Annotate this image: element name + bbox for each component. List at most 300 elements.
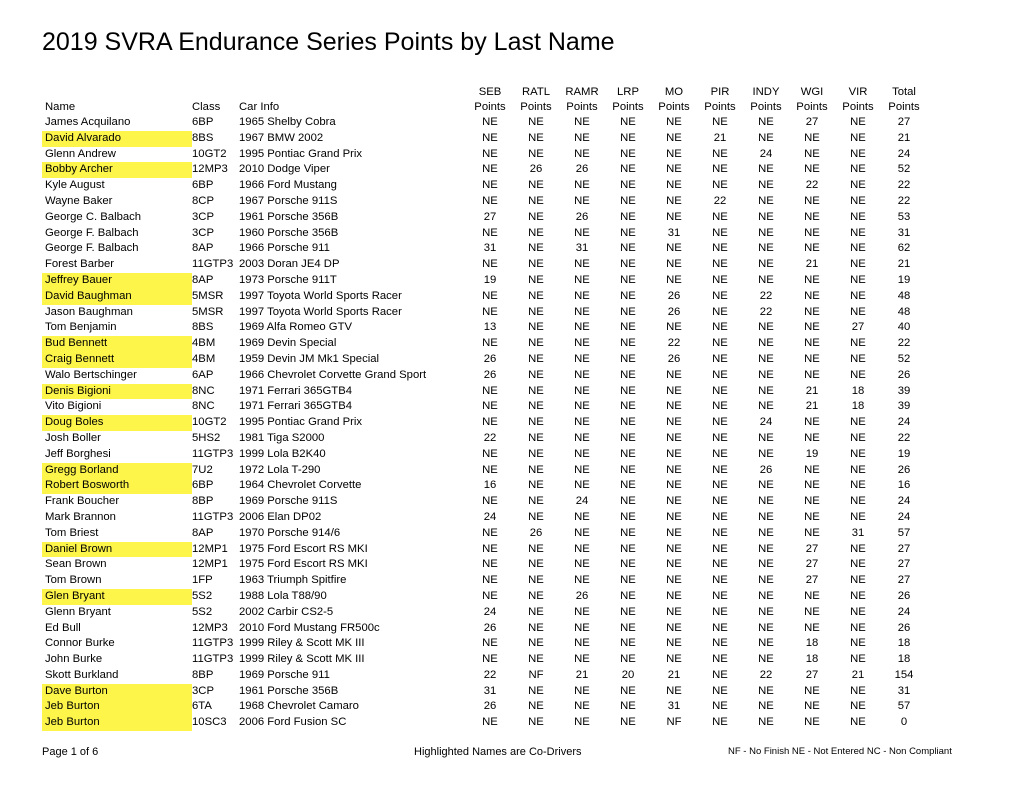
event-points: NE xyxy=(574,605,590,618)
event-points: NE xyxy=(482,558,498,571)
car-info: 1966 Chevrolet Corvette Grand Sport xyxy=(239,368,427,381)
event-points: NE xyxy=(620,700,636,713)
event-points: NE xyxy=(666,242,682,255)
event-points: NE xyxy=(758,258,774,271)
driver-name: James Acquilano xyxy=(45,116,131,128)
event-points: NE xyxy=(482,653,498,666)
co-driver-note: Highlighted Names are Co-Drivers xyxy=(414,746,582,758)
event-points: NE xyxy=(712,416,728,429)
event-points: NE xyxy=(620,431,636,444)
event-points: NE xyxy=(850,589,866,602)
event-points: NE xyxy=(850,194,866,207)
event-points: NE xyxy=(758,526,774,539)
event-points: NE xyxy=(804,147,820,160)
event-points: NE xyxy=(804,242,820,255)
event-points: NE xyxy=(574,510,590,523)
event-points: NE xyxy=(620,210,636,223)
event-points: NE xyxy=(666,653,682,666)
car-class: 3CP xyxy=(192,684,214,697)
event-points: NE xyxy=(712,716,728,729)
event-points: 19 xyxy=(483,273,497,286)
event-points: 22 xyxy=(759,305,773,318)
car-class: 6BP xyxy=(192,116,214,128)
event-points: NE xyxy=(528,621,544,634)
car-class: 6TA xyxy=(192,700,212,713)
event-points: NE xyxy=(528,637,544,650)
event-points: NE xyxy=(620,305,636,318)
event-points: NE xyxy=(850,637,866,650)
event-points: 26 xyxy=(575,163,589,176)
car-class: 7U2 xyxy=(192,463,213,476)
event-points: 22 xyxy=(713,194,727,207)
event-points: NE xyxy=(620,258,636,271)
event-points: NE xyxy=(482,416,498,429)
event-points: NE xyxy=(666,194,682,207)
event-points: NE xyxy=(758,558,774,571)
car-class: 4BM xyxy=(192,352,216,365)
event-points: 22 xyxy=(759,289,773,302)
event-points: NE xyxy=(758,653,774,666)
event-points: NE xyxy=(574,273,590,286)
table-row xyxy=(42,147,927,163)
driver-name: Tom Briest xyxy=(45,526,99,539)
car-info: 1972 Lola T-290 xyxy=(239,463,321,476)
total-points: 24 xyxy=(897,495,911,508)
event-points: NE xyxy=(850,431,866,444)
event-points: NE xyxy=(804,273,820,286)
event-points: 18 xyxy=(805,637,819,650)
event-points: NE xyxy=(850,495,866,508)
event-points: NE xyxy=(528,479,544,492)
event-points: 16 xyxy=(483,479,497,492)
event-points: NE xyxy=(620,589,636,602)
table-row xyxy=(42,621,927,637)
table-row xyxy=(42,399,927,415)
car-class: 8NC xyxy=(192,384,215,397)
table-row xyxy=(42,162,927,178)
event-points: NE xyxy=(528,400,544,413)
event-points: NE xyxy=(850,621,866,634)
event-points: NE xyxy=(620,163,636,176)
table-row xyxy=(42,699,927,715)
table-row xyxy=(42,510,927,526)
event-points: NE xyxy=(804,305,820,318)
car-info: 1975 Ford Escort RS MKI xyxy=(239,558,368,571)
event-points: NE xyxy=(574,526,590,539)
car-info: 2002 Carbir CS2-5 xyxy=(239,605,334,618)
driver-name: Dave Burton xyxy=(42,684,192,700)
event-points: NE xyxy=(666,431,682,444)
total-points: 53 xyxy=(897,210,911,223)
table-row xyxy=(42,320,927,336)
event-points: 27 xyxy=(805,668,819,681)
event-points: 24 xyxy=(483,605,497,618)
event-points: 31 xyxy=(575,242,589,255)
total-points: 26 xyxy=(897,368,911,381)
car-info: 1967 BMW 2002 xyxy=(239,131,324,144)
car-class: 11GTP3 xyxy=(192,258,234,271)
event-points: NE xyxy=(528,368,544,381)
event-points: NE xyxy=(758,210,774,223)
event-points: NE xyxy=(620,637,636,650)
car-class: 3CP xyxy=(192,210,214,223)
event-points: NE xyxy=(804,352,820,365)
event-points: NE xyxy=(758,684,774,697)
event-points: NE xyxy=(758,637,774,650)
driver-name: Tom Brown xyxy=(45,574,102,587)
event-points: NE xyxy=(850,258,866,271)
event-points: NE xyxy=(758,495,774,508)
event-points: 22 xyxy=(759,668,773,681)
event-points: NE xyxy=(712,337,728,350)
driver-name: Connor Burke xyxy=(45,637,115,650)
car-class: 12MP1 xyxy=(192,558,228,571)
event-points: NE xyxy=(528,273,544,286)
event-points: NE xyxy=(850,574,866,587)
event-points: NE xyxy=(574,226,590,239)
event-points: NE xyxy=(712,447,728,460)
driver-name: Frank Boucher xyxy=(45,495,120,508)
event-points: NE xyxy=(620,416,636,429)
car-class: 12MP3 xyxy=(192,163,228,176)
event-points: NE xyxy=(574,147,590,160)
event-points: NE xyxy=(574,447,590,460)
table-row xyxy=(42,447,927,463)
event-points: 22 xyxy=(483,668,497,681)
event-points: NE xyxy=(712,321,728,334)
table-row xyxy=(42,557,927,573)
event-points: NE xyxy=(574,352,590,365)
event-points: NE xyxy=(482,447,498,460)
car-info: 1981 Tiga S2000 xyxy=(239,431,325,444)
event-points: NE xyxy=(620,605,636,618)
driver-name: John Burke xyxy=(45,653,103,666)
car-info: 1988 Lola T88/90 xyxy=(239,589,327,602)
event-points: NE xyxy=(666,605,682,618)
event-points: NE xyxy=(850,368,866,381)
driver-name: Ed Bull xyxy=(45,621,81,634)
event-points: NE xyxy=(528,431,544,444)
driver-name: Josh Boller xyxy=(45,431,101,444)
event-points: NE xyxy=(712,479,728,492)
total-points: 40 xyxy=(897,321,911,334)
event-points: NE xyxy=(850,605,866,618)
event-points: NE xyxy=(482,384,498,397)
event-points: NE xyxy=(804,716,820,729)
table-row xyxy=(42,336,927,352)
event-points: NE xyxy=(620,242,636,255)
car-info: 1966 Porsche 911 xyxy=(239,242,330,255)
driver-name: Kyle August xyxy=(45,179,105,192)
event-points: NE xyxy=(620,131,636,144)
event-points: NE xyxy=(620,273,636,286)
event-points: 22 xyxy=(805,179,819,192)
table-row xyxy=(42,115,927,131)
event-points: NE xyxy=(666,273,682,286)
car-class: 8BP xyxy=(192,668,214,681)
header-cell: MO xyxy=(664,86,684,98)
table-row xyxy=(42,289,927,305)
total-points: 48 xyxy=(897,289,911,302)
event-points: NE xyxy=(850,273,866,286)
event-points: NE xyxy=(712,163,728,176)
car-info: 1975 Ford Escort RS MKI xyxy=(239,542,368,555)
event-points: NE xyxy=(482,337,498,350)
total-points: 31 xyxy=(897,684,911,697)
driver-name: George F. Balbach xyxy=(45,242,139,255)
event-points: NE xyxy=(620,716,636,729)
event-points: NE xyxy=(666,510,682,523)
total-points: 27 xyxy=(897,574,911,587)
driver-name: Sean Brown xyxy=(45,558,107,571)
event-points: NE xyxy=(528,305,544,318)
event-points: NE xyxy=(712,526,728,539)
event-points: NE xyxy=(528,194,544,207)
event-points: NE xyxy=(712,384,728,397)
event-points: NE xyxy=(482,116,498,128)
event-points: NE xyxy=(620,684,636,697)
table-row xyxy=(42,178,927,194)
event-points: NE xyxy=(850,700,866,713)
event-points: NE xyxy=(850,289,866,302)
event-points: NE xyxy=(666,147,682,160)
event-points: NE xyxy=(528,337,544,350)
event-points: NE xyxy=(528,352,544,365)
event-points: 27 xyxy=(805,558,819,571)
event-points: NE xyxy=(528,716,544,729)
total-points: 27 xyxy=(897,558,911,571)
header-cell xyxy=(192,85,239,100)
event-points: 31 xyxy=(667,700,681,713)
event-points: NE xyxy=(482,179,498,192)
event-points: NE xyxy=(712,179,728,192)
event-points: NE xyxy=(620,289,636,302)
car-class: 8BS xyxy=(192,131,214,144)
event-points: NE xyxy=(804,495,820,508)
header-cell: Points xyxy=(888,101,920,113)
car-info: 1967 Porsche 911S xyxy=(239,194,338,207)
header-cell: Points xyxy=(566,101,598,113)
event-points: 24 xyxy=(483,510,497,523)
event-points: NF xyxy=(666,716,682,729)
event-points: NE xyxy=(712,400,728,413)
header-cell: LRP xyxy=(617,86,639,98)
event-points: NE xyxy=(666,495,682,508)
event-points: 21 xyxy=(575,668,589,681)
car-class: 8BP xyxy=(192,495,214,508)
driver-name: Glenn Andrew xyxy=(45,147,116,160)
event-points: NE xyxy=(666,589,682,602)
car-info: 1997 Toyota World Sports Racer xyxy=(239,305,402,318)
driver-name: Denis Bigioni xyxy=(42,384,192,400)
event-points: NE xyxy=(758,131,774,144)
event-points: 27 xyxy=(483,210,497,223)
event-points: NE xyxy=(528,574,544,587)
event-points: NE xyxy=(850,147,866,160)
table-row xyxy=(42,589,927,605)
event-points: NE xyxy=(804,226,820,239)
event-points: NE xyxy=(712,589,728,602)
car-class: 8BS xyxy=(192,321,214,334)
total-points: 22 xyxy=(897,179,911,192)
car-info: 1970 Porsche 914/6 xyxy=(239,526,341,539)
total-points: 18 xyxy=(897,653,911,666)
event-points: NE xyxy=(850,179,866,192)
header-cell: WGI xyxy=(800,86,824,98)
event-points: NE xyxy=(850,337,866,350)
car-info: 1969 Porsche 911 xyxy=(239,668,330,681)
header-cell: Points xyxy=(658,101,690,113)
event-points: NE xyxy=(666,179,682,192)
event-points: NE xyxy=(528,542,544,555)
event-points: 21 xyxy=(805,258,819,271)
event-points: NE xyxy=(666,163,682,176)
event-points: NE xyxy=(804,163,820,176)
car-info: 1999 Riley & Scott MK III xyxy=(239,653,365,666)
event-points: NE xyxy=(712,668,728,681)
table-row xyxy=(42,226,927,242)
table-row xyxy=(42,273,927,289)
total-points: 16 xyxy=(897,479,911,492)
event-points: NE xyxy=(804,289,820,302)
driver-name: Forest Barber xyxy=(45,258,115,271)
table-row xyxy=(42,526,927,542)
driver-name: Tom Benjamin xyxy=(45,321,117,334)
event-points: 26 xyxy=(667,352,681,365)
header-cell: Points xyxy=(796,101,828,113)
car-class: 6AP xyxy=(192,368,214,381)
driver-name: Vito Bigioni xyxy=(45,400,102,413)
car-info: 2010 Dodge Viper xyxy=(239,163,330,176)
total-points: 57 xyxy=(897,526,911,539)
event-points: NE xyxy=(666,416,682,429)
event-points: NE xyxy=(574,116,590,128)
event-points: NE xyxy=(758,510,774,523)
table-row xyxy=(42,368,927,384)
driver-name: Walo Bertschinger xyxy=(45,368,137,381)
car-info: 1969 Devin Special xyxy=(239,337,337,350)
event-points: 21 xyxy=(805,384,819,397)
event-points: 18 xyxy=(805,653,819,666)
event-points: NE xyxy=(620,558,636,571)
event-points: NE xyxy=(528,447,544,460)
car-info: 1999 Riley & Scott MK III xyxy=(239,637,365,650)
event-points: NE xyxy=(758,116,774,128)
event-points: NE xyxy=(666,621,682,634)
total-points: 21 xyxy=(897,131,911,144)
car-info: 2003 Doran JE4 DP xyxy=(239,258,340,271)
event-points: NE xyxy=(666,384,682,397)
event-points: NE xyxy=(804,510,820,523)
total-points: 22 xyxy=(897,337,911,350)
legend: NF - No Finish NE - Not Entered NC - Non Compliant xyxy=(728,746,952,757)
event-points: NE xyxy=(482,131,498,144)
event-points: NE xyxy=(850,510,866,523)
event-points: NE xyxy=(620,368,636,381)
page-number: Page 1 of 6 xyxy=(42,746,99,758)
event-points: NE xyxy=(574,558,590,571)
event-points: 18 xyxy=(851,384,865,397)
event-points: 26 xyxy=(483,700,497,713)
event-points: NE xyxy=(666,368,682,381)
event-points: NE xyxy=(620,479,636,492)
event-points: NE xyxy=(574,716,590,729)
event-points: NE xyxy=(528,653,544,666)
total-points: 52 xyxy=(897,163,911,176)
event-points: NE xyxy=(850,210,866,223)
header-cell: Car Info xyxy=(239,101,280,113)
car-info: 1969 Porsche 911S xyxy=(239,495,338,508)
event-points: NE xyxy=(758,589,774,602)
event-points: NE xyxy=(482,400,498,413)
event-points: NE xyxy=(574,542,590,555)
total-points: 22 xyxy=(897,431,911,444)
event-points: NE xyxy=(482,589,498,602)
event-points: NE xyxy=(666,574,682,587)
event-points: NE xyxy=(758,574,774,587)
table-row xyxy=(42,384,927,400)
header-cell: RATL xyxy=(521,86,551,98)
total-points: 39 xyxy=(897,400,911,413)
header-row-bottom xyxy=(42,100,927,115)
total-points: 26 xyxy=(897,589,911,602)
car-class: 5S2 xyxy=(192,605,213,618)
event-points: NE xyxy=(620,463,636,476)
event-points: NE xyxy=(712,542,728,555)
driver-name: Jeff Borghesi xyxy=(45,447,111,460)
event-points: NE xyxy=(574,258,590,271)
car-info: 1999 Lola B2K40 xyxy=(239,447,326,460)
event-points: NE xyxy=(482,147,498,160)
event-points: NE xyxy=(528,131,544,144)
event-points: NE xyxy=(758,226,774,239)
event-points: NE xyxy=(712,258,728,271)
table-row xyxy=(42,131,927,147)
points-table xyxy=(42,85,927,731)
event-points: NE xyxy=(666,479,682,492)
event-points: NE xyxy=(574,289,590,302)
total-points: 48 xyxy=(897,305,911,318)
event-points: NE xyxy=(712,637,728,650)
total-points: 57 xyxy=(897,700,911,713)
driver-name: Glen Bryant xyxy=(42,589,192,605)
driver-name: Wayne Baker xyxy=(45,194,113,207)
table-row xyxy=(42,305,927,321)
event-points: NE xyxy=(620,495,636,508)
car-info: 1959 Devin JM Mk1 Special xyxy=(239,352,380,365)
table-row xyxy=(42,684,927,700)
event-points: NE xyxy=(712,558,728,571)
event-points: 24 xyxy=(759,416,773,429)
total-points: 18 xyxy=(897,637,911,650)
event-points: NE xyxy=(620,352,636,365)
event-points: 26 xyxy=(667,289,681,302)
event-points: NE xyxy=(482,463,498,476)
event-points: NE xyxy=(482,542,498,555)
car-class: 12MP1 xyxy=(192,542,228,555)
event-points: NE xyxy=(758,400,774,413)
driver-name: Jeffrey Bauer xyxy=(42,273,192,289)
car-class: 5MSR xyxy=(192,289,224,302)
event-points: NE xyxy=(850,447,866,460)
event-points: 24 xyxy=(759,147,773,160)
table-body xyxy=(42,115,927,731)
car-class: 11GTP3 xyxy=(192,637,234,650)
event-points: NE xyxy=(758,337,774,350)
event-points: NF xyxy=(528,668,544,681)
event-points: 26 xyxy=(529,526,543,539)
event-points: 27 xyxy=(851,321,865,334)
